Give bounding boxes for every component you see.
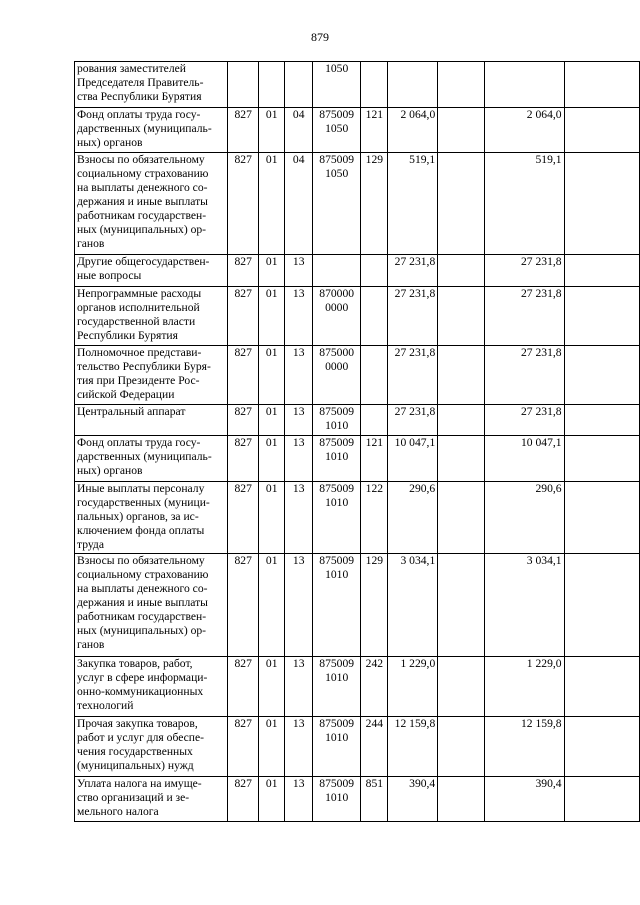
table-row bbox=[75, 717, 640, 777]
cell-amount-2 bbox=[438, 657, 485, 717]
cell-name: Фонд оплаты труда госу- дарственных (муниципаль- ных) органов bbox=[75, 108, 228, 153]
cell-amount-total: 12 159,8 bbox=[388, 717, 438, 777]
cell-name: Взносы по обязательному социальному страхованию на выплаты денежного со- держания и иные выплаты работникам государствен- ных (муниципальных) ор- ганов bbox=[75, 153, 228, 255]
cell-expense-type bbox=[361, 255, 388, 287]
cell-section: 01 bbox=[258, 153, 284, 255]
table-row bbox=[75, 405, 640, 436]
cell-target-item: 875009 1010 bbox=[312, 482, 361, 554]
cell-subsection: 13 bbox=[285, 255, 312, 287]
cell-expense-type: 851 bbox=[361, 777, 388, 822]
cell-target-item bbox=[312, 255, 361, 287]
cell-amount-4 bbox=[564, 255, 639, 287]
cell-section: 01 bbox=[258, 108, 284, 153]
cell-section: 01 bbox=[258, 436, 284, 482]
cell-target-item: 875000 0000 bbox=[312, 346, 361, 405]
cell-amount-4 bbox=[564, 482, 639, 554]
cell-expense-type bbox=[361, 346, 388, 405]
cell-name: Другие общегосударствен- ные вопросы bbox=[75, 255, 228, 287]
cell-amount-total: 27 231,8 bbox=[388, 405, 438, 436]
cell-amount-3: 27 231,8 bbox=[485, 346, 565, 405]
cell-subsection: 13 bbox=[285, 482, 312, 554]
cell-amount-4 bbox=[564, 554, 639, 657]
table-row bbox=[75, 657, 640, 717]
cell-name: Прочая закупка товаров, работ и услуг для обеспе- чения государственных (муниципальных) нужд bbox=[75, 717, 228, 777]
cell-admin-code: 827 bbox=[228, 255, 259, 287]
cell-amount-total: 27 231,8 bbox=[388, 346, 438, 405]
table-row bbox=[75, 346, 640, 405]
cell-name: Взносы по обязательному социальному страхованию на выплаты денежного со- держания и иные выплаты работникам государствен- ных (муниципальных) ор- ганов bbox=[75, 554, 228, 657]
cell-amount-3: 519,1 bbox=[485, 153, 565, 255]
cell-admin-code: 827 bbox=[228, 436, 259, 482]
cell-amount-4 bbox=[564, 657, 639, 717]
cell-expense-type: 121 bbox=[361, 108, 388, 153]
cell-expense-type: 122 bbox=[361, 482, 388, 554]
cell-amount-3: 3 034,1 bbox=[485, 554, 565, 657]
cell-admin-code: 827 bbox=[228, 287, 259, 346]
cell-amount-2 bbox=[438, 287, 485, 346]
cell-name: рования заместителей Председателя Правитель- ства Республики Бурятия bbox=[75, 62, 228, 108]
cell-subsection: 13 bbox=[285, 346, 312, 405]
cell-name: Центральный аппарат bbox=[75, 405, 228, 436]
cell-target-item: 875009 1010 bbox=[312, 405, 361, 436]
cell-target-item: 870000 0000 bbox=[312, 287, 361, 346]
cell-target-item: 875009 1010 bbox=[312, 717, 361, 777]
cell-target-item: 1050 bbox=[312, 62, 361, 108]
table-row bbox=[75, 436, 640, 482]
cell-amount-total: 2 064,0 bbox=[388, 108, 438, 153]
cell-admin-code: 827 bbox=[228, 346, 259, 405]
cell-section: 01 bbox=[258, 482, 284, 554]
cell-subsection: 04 bbox=[285, 153, 312, 255]
cell-subsection: 13 bbox=[285, 717, 312, 777]
cell-section: 01 bbox=[258, 554, 284, 657]
cell-amount-4 bbox=[564, 287, 639, 346]
cell-amount-3: 290,6 bbox=[485, 482, 565, 554]
cell-name: Уплата налога на имуще- ство организаций и зе- мельного налога bbox=[75, 777, 228, 822]
cell-expense-type: 129 bbox=[361, 554, 388, 657]
cell-amount-3: 390,4 bbox=[485, 777, 565, 822]
cell-amount-2 bbox=[438, 436, 485, 482]
cell-name: Фонд оплаты труда госу- дарственных (муниципаль- ных) органов bbox=[75, 436, 228, 482]
cell-target-item: 875009 1050 bbox=[312, 108, 361, 153]
cell-amount-total: 519,1 bbox=[388, 153, 438, 255]
cell-admin-code: 827 bbox=[228, 777, 259, 822]
cell-admin-code: 827 bbox=[228, 717, 259, 777]
cell-section bbox=[258, 62, 284, 108]
cell-amount-4 bbox=[564, 62, 639, 108]
table-row bbox=[75, 777, 640, 822]
cell-amount-3: 1 229,0 bbox=[485, 657, 565, 717]
cell-amount-3: 12 159,8 bbox=[485, 717, 565, 777]
cell-amount-3: 27 231,8 bbox=[485, 287, 565, 346]
cell-amount-4 bbox=[564, 153, 639, 255]
cell-amount-2 bbox=[438, 482, 485, 554]
cell-target-item: 875009 1010 bbox=[312, 657, 361, 717]
cell-name: Полномочное представи- тельство Республики Буря- тия при Президенте Рос- сийской Федерации bbox=[75, 346, 228, 405]
cell-name: Закупка товаров, работ, услуг в сфере информаци- онно-коммуникационных технологий bbox=[75, 657, 228, 717]
cell-admin-code: 827 bbox=[228, 153, 259, 255]
cell-amount-4 bbox=[564, 346, 639, 405]
cell-expense-type: 121 bbox=[361, 436, 388, 482]
cell-amount-3: 27 231,8 bbox=[485, 255, 565, 287]
cell-expense-type: 244 bbox=[361, 717, 388, 777]
cell-expense-type: 242 bbox=[361, 657, 388, 717]
cell-amount-4 bbox=[564, 717, 639, 777]
cell-subsection: 13 bbox=[285, 777, 312, 822]
cell-section: 01 bbox=[258, 657, 284, 717]
cell-amount-total: 27 231,8 bbox=[388, 255, 438, 287]
cell-target-item: 875009 1010 bbox=[312, 436, 361, 482]
cell-name: Непрограммные расходы органов исполнительной государственной власти Республики Бурятия bbox=[75, 287, 228, 346]
cell-amount-total: 1 229,0 bbox=[388, 657, 438, 717]
cell-section: 01 bbox=[258, 717, 284, 777]
cell-amount-2 bbox=[438, 108, 485, 153]
cell-admin-code: 827 bbox=[228, 554, 259, 657]
cell-subsection: 13 bbox=[285, 554, 312, 657]
cell-amount-2 bbox=[438, 554, 485, 657]
table-row bbox=[75, 482, 640, 554]
cell-amount-3: 10 047,1 bbox=[485, 436, 565, 482]
table-row bbox=[75, 62, 640, 108]
cell-amount-2 bbox=[438, 153, 485, 255]
cell-section: 01 bbox=[258, 777, 284, 822]
cell-section: 01 bbox=[258, 255, 284, 287]
cell-amount-2 bbox=[438, 405, 485, 436]
cell-subsection: 13 bbox=[285, 287, 312, 346]
cell-target-item: 875009 1050 bbox=[312, 153, 361, 255]
cell-admin-code: 827 bbox=[228, 108, 259, 153]
cell-subsection: 13 bbox=[285, 657, 312, 717]
page-number: 879 bbox=[311, 30, 329, 44]
table-row bbox=[75, 108, 640, 153]
cell-amount-total: 10 047,1 bbox=[388, 436, 438, 482]
cell-amount-total bbox=[388, 62, 438, 108]
cell-section: 01 bbox=[258, 287, 284, 346]
cell-admin-code: 827 bbox=[228, 405, 259, 436]
cell-section: 01 bbox=[258, 346, 284, 405]
cell-name: Иные выплаты персоналу государственных (муници- пальных) органов, за ис- ключением фонда оплаты труда bbox=[75, 482, 228, 554]
cell-amount-4 bbox=[564, 405, 639, 436]
cell-amount-3 bbox=[485, 62, 565, 108]
cell-expense-type bbox=[361, 62, 388, 108]
cell-amount-total: 390,4 bbox=[388, 777, 438, 822]
table-row bbox=[75, 255, 640, 287]
cell-subsection bbox=[285, 62, 312, 108]
cell-admin-code: 827 bbox=[228, 657, 259, 717]
cell-target-item: 875009 1010 bbox=[312, 777, 361, 822]
cell-amount-4 bbox=[564, 436, 639, 482]
cell-amount-2 bbox=[438, 717, 485, 777]
cell-expense-type bbox=[361, 287, 388, 346]
cell-amount-total: 3 034,1 bbox=[388, 554, 438, 657]
table-row bbox=[75, 153, 640, 255]
cell-amount-2 bbox=[438, 62, 485, 108]
cell-subsection: 04 bbox=[285, 108, 312, 153]
cell-subsection: 13 bbox=[285, 405, 312, 436]
cell-admin-code bbox=[228, 62, 259, 108]
cell-amount-4 bbox=[564, 777, 639, 822]
cell-amount-4 bbox=[564, 108, 639, 153]
cell-amount-2 bbox=[438, 255, 485, 287]
cell-expense-type bbox=[361, 405, 388, 436]
table-row bbox=[75, 554, 640, 657]
cell-amount-total: 27 231,8 bbox=[388, 287, 438, 346]
cell-section: 01 bbox=[258, 405, 284, 436]
cell-subsection: 13 bbox=[285, 436, 312, 482]
cell-amount-3: 2 064,0 bbox=[485, 108, 565, 153]
cell-amount-3: 27 231,8 bbox=[485, 405, 565, 436]
cell-amount-total: 290,6 bbox=[388, 482, 438, 554]
budget-table bbox=[74, 61, 640, 822]
cell-amount-2 bbox=[438, 777, 485, 822]
cell-admin-code: 827 bbox=[228, 482, 259, 554]
cell-expense-type: 129 bbox=[361, 153, 388, 255]
cell-amount-2 bbox=[438, 346, 485, 405]
table-row bbox=[75, 287, 640, 346]
cell-target-item: 875009 1010 bbox=[312, 554, 361, 657]
